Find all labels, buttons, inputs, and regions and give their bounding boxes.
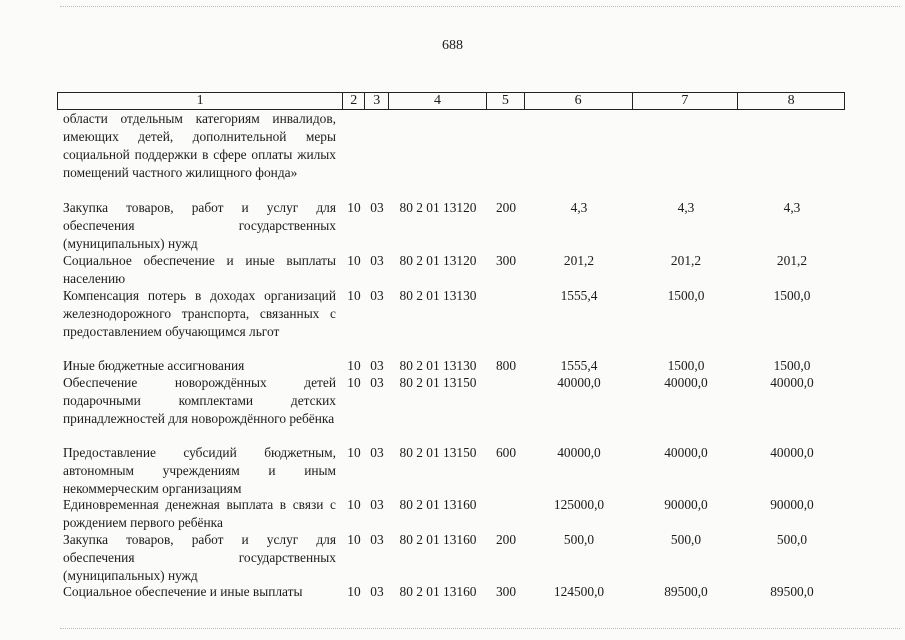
row-value-col6: 40000,0: [557, 375, 601, 390]
row-podrazdel: 03: [370, 253, 384, 268]
row-podrazdel: 03: [370, 497, 384, 512]
row-razdel: 10: [347, 532, 361, 547]
row-description: Компенсация потерь в доходах организаций железнодорожного транспорта, связанных с предоставлением обучающимся льгот: [63, 288, 336, 339]
page-number: 688: [442, 38, 463, 53]
row-razdel: 10: [347, 288, 361, 303]
table-header: [57, 92, 845, 110]
row-podrazdel: 03: [370, 445, 384, 460]
header-col-3: 3: [365, 93, 389, 109]
row-value-col6: 124500,0: [553, 584, 605, 599]
row-value-col7: 4,3: [677, 200, 695, 215]
row-target-code: 80 2 01 13160: [399, 532, 477, 547]
row-value-col8: 1500,0: [773, 358, 811, 373]
row-podrazdel: 03: [370, 288, 384, 303]
row-value-col8: 40000,0: [770, 445, 814, 460]
row-razdel: 10: [347, 358, 361, 373]
row-target-code: 80 2 01 13150: [399, 445, 477, 460]
row-expense-type: 200: [495, 532, 517, 547]
row-target-code: 80 2 01 13160: [399, 497, 477, 512]
row-value-col8: 90000,0: [770, 497, 814, 512]
scan-noise-top: [60, 6, 900, 8]
row-value-col7: 40000,0: [664, 445, 708, 460]
row-description: Социальное обеспечение и иные выплаты: [63, 584, 303, 599]
scan-noise-bottom: [60, 628, 900, 630]
row-description: Обеспечение новорождённых детей подарочными комплектами детских принадлежностей для новорождённого ребёнка: [63, 375, 336, 426]
row-value-col8: 40000,0: [770, 375, 814, 390]
row-value-col8: 1500,0: [773, 288, 811, 303]
header-col-1: 1: [58, 93, 343, 109]
row-podrazdel: 03: [370, 375, 384, 390]
row-value-col8: 4,3: [783, 200, 801, 215]
row-podrazdel: 03: [370, 532, 384, 547]
row-podrazdel: 03: [370, 584, 384, 599]
row-value-col7: 1500,0: [667, 358, 705, 373]
row-description: области отдельным категориям инвалидов, имеющих детей, дополнительной меры социальной поддержки в сфере оплаты жилых помещений частного жилищного фонда»: [63, 111, 336, 180]
header-col-4: 4: [389, 93, 487, 109]
row-razdel: 10: [347, 375, 361, 390]
row-podrazdel: 03: [370, 200, 384, 215]
row-description: Предоставление субсидий бюджетным, автономным учреждениям и иным некоммерческим организациям: [63, 445, 336, 496]
row-podrazdel: 03: [370, 358, 384, 373]
row-value-col7: 89500,0: [664, 584, 708, 599]
row-value-col6: 4,3: [570, 200, 588, 215]
row-razdel: 10: [347, 200, 361, 215]
row-value-col7: 500,0: [670, 532, 702, 547]
row-expense-type: 200: [495, 200, 517, 215]
row-description: Иные бюджетные ассигнования: [63, 358, 245, 373]
row-target-code: 80 2 01 13130: [399, 288, 477, 303]
row-value-col8: 500,0: [776, 532, 808, 547]
row-expense-type: 300: [495, 584, 517, 599]
row-value-col8: 89500,0: [770, 584, 814, 599]
row-value-col8: 201,2: [776, 253, 808, 268]
row-razdel: 10: [347, 497, 361, 512]
row-razdel: 10: [347, 584, 361, 599]
row-value-col6: 40000,0: [557, 445, 601, 460]
row-razdel: 10: [347, 445, 361, 460]
row-value-col7: 201,2: [670, 253, 702, 268]
row-value-col6: 201,2: [563, 253, 595, 268]
row-value-col7: 90000,0: [664, 497, 708, 512]
header-col-5: 5: [487, 93, 525, 109]
row-value-col6: 125000,0: [553, 497, 605, 512]
row-expense-type: 800: [495, 358, 517, 373]
row-value-col7: 40000,0: [664, 375, 708, 390]
row-description: Единовременная денежная выплата в связи с рождением первого ребёнка: [63, 497, 336, 530]
row-description: Закупка товаров, работ и услуг для обеспечения государственных (муниципальных) нужд: [63, 532, 336, 583]
row-expense-type: 600: [495, 445, 517, 460]
row-value-col6: 1555,4: [560, 358, 598, 373]
row-value-col6: 500,0: [563, 532, 595, 547]
row-razdel: 10: [347, 253, 361, 268]
row-value-col6: 1555,4: [560, 288, 598, 303]
row-description: Социальное обеспечение и иные выплаты населению: [63, 253, 336, 286]
row-value-col7: 1500,0: [667, 288, 705, 303]
header-col-7: 7: [633, 93, 739, 109]
row-target-code: 80 2 01 13120: [399, 200, 477, 215]
row-target-code: 80 2 01 13120: [399, 253, 477, 268]
header-col-6: 6: [525, 93, 633, 109]
row-target-code: 80 2 01 13150: [399, 375, 477, 390]
row-expense-type: 300: [495, 253, 517, 268]
header-col-8: 8: [787, 93, 795, 108]
row-description: Закупка товаров, работ и услуг для обеспечения государственных (муниципальных) нужд: [63, 200, 336, 251]
row-target-code: 80 2 01 13160: [399, 584, 477, 599]
header-col-2: 2: [343, 93, 365, 109]
row-target-code: 80 2 01 13130: [399, 358, 477, 373]
